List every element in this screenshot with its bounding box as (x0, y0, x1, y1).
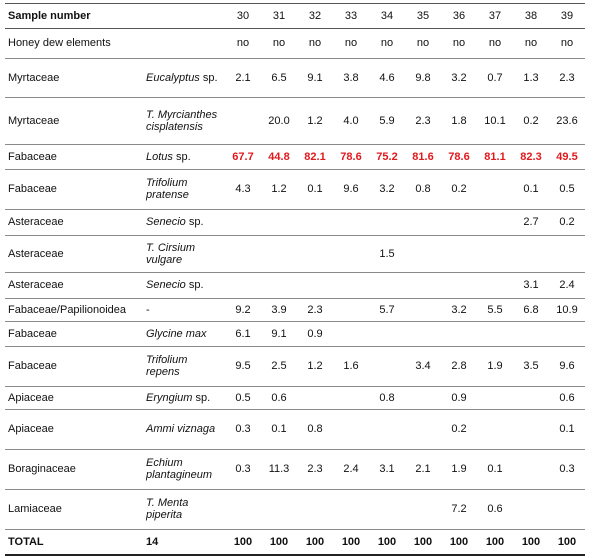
species-cell (143, 489, 225, 529)
value-cell: 1.2 (297, 97, 333, 144)
value-cell (477, 272, 513, 298)
value-cell (261, 489, 297, 529)
value-cell: 3.1 (369, 449, 405, 489)
honeydew-cell: no (477, 28, 513, 58)
value-cell: 2.4 (549, 272, 585, 298)
value-cell: 0.1 (261, 409, 297, 449)
value-cell: 0.1 (549, 409, 585, 449)
value-cell (225, 489, 261, 529)
family-cell: Lamiaceae (5, 489, 143, 529)
value-cell: 9.1 (297, 58, 333, 97)
value-cell (405, 298, 441, 321)
value-cell: 1.3 (513, 58, 549, 97)
total-cell: 100 (549, 529, 585, 555)
value-cell (405, 386, 441, 409)
family-cell: Myrtaceae (5, 58, 143, 97)
family-cell: Fabaceae/Papilionoidea (5, 298, 143, 321)
species-suffix: - (146, 303, 150, 316)
column-header: 30 (225, 4, 261, 28)
total-cell: 100 (297, 529, 333, 555)
family-cell: Apiaceae (5, 386, 143, 409)
value-cell: 5.5 (477, 298, 513, 321)
column-header: 34 (369, 4, 405, 28)
species-name: T. Myrcianthes cisplatensis (146, 108, 218, 133)
value-cell: 23.6 (549, 97, 585, 144)
species-cell (143, 386, 225, 409)
value-cell: 0.3 (225, 449, 261, 489)
family-cell: Asteraceae (5, 235, 143, 272)
value-cell: 9.8 (405, 58, 441, 97)
value-cell: 3.2 (441, 58, 477, 97)
value-cell: 1.9 (441, 449, 477, 489)
value-cell: 2.1 (225, 58, 261, 97)
species-suffix: sp. (188, 216, 204, 228)
species-row (5, 97, 585, 144)
value-cell: 0.6 (261, 386, 297, 409)
value-cell: 5.9 (369, 97, 405, 144)
header-label: Sample number (5, 4, 225, 28)
column-header: 37 (477, 4, 513, 28)
total-count: 14 (143, 529, 225, 555)
value-cell (369, 209, 405, 235)
value-cell (405, 489, 441, 529)
family-cell: Fabaceae (5, 169, 143, 209)
value-cell: 1.6 (333, 346, 369, 386)
value-cell: 0.8 (405, 169, 441, 209)
species-row (5, 272, 585, 298)
honeydew-cell: no (405, 28, 441, 58)
species-cell (143, 97, 225, 144)
honeydew-cell: no (333, 28, 369, 58)
species-name: Ammi viznaga (146, 423, 216, 435)
species-name: T. Menta piperita (146, 497, 189, 521)
value-cell: 6.8 (513, 298, 549, 321)
species-row (5, 209, 585, 235)
species-row (5, 298, 585, 321)
value-cell: 82.1 (297, 144, 333, 169)
value-cell: 2.3 (405, 97, 441, 144)
species-name: Senecio (146, 216, 186, 228)
value-cell (513, 409, 549, 449)
value-cell: 82.3 (513, 144, 549, 169)
total-cell: 100 (225, 529, 261, 555)
species-cell (143, 449, 225, 489)
family-cell: Asteraceae (5, 209, 143, 235)
pollen-table (5, 4, 585, 556)
family-cell: Fabaceae (5, 321, 143, 346)
value-cell: 44.8 (261, 144, 297, 169)
species-suffix: sp. (202, 71, 218, 84)
family-cell: Boraginaceae (5, 449, 143, 489)
column-header: 38 (513, 4, 549, 28)
value-cell: 1.9 (477, 346, 513, 386)
value-cell: 0.1 (477, 449, 513, 489)
value-cell (297, 386, 333, 409)
species-suffix: sp. (195, 391, 211, 404)
family-cell: Asteraceae (5, 272, 143, 298)
value-cell (297, 489, 333, 529)
species-cell (143, 144, 225, 169)
value-cell (477, 386, 513, 409)
value-cell (369, 409, 405, 449)
value-cell: 0.9 (441, 386, 477, 409)
species-name: Echium plantagineum (146, 457, 213, 481)
value-cell: 0.8 (297, 409, 333, 449)
family-cell: Fabaceae (5, 346, 143, 386)
value-cell: 9.6 (333, 169, 369, 209)
value-cell: 2.3 (549, 58, 585, 97)
value-cell: 78.6 (441, 144, 477, 169)
species-cell (143, 209, 225, 235)
total-label: TOTAL (5, 529, 143, 555)
honeydew-label: Honey dew elements (5, 28, 225, 58)
value-cell: 4.6 (369, 58, 405, 97)
value-cell (513, 321, 549, 346)
value-cell: 0.6 (549, 386, 585, 409)
species-name: T. Cirsium vulgare (146, 241, 196, 266)
value-cell: 0.2 (549, 209, 585, 235)
species-name: Eucalyptus (146, 71, 200, 84)
value-cell (333, 298, 369, 321)
total-cell: 100 (513, 529, 549, 555)
column-header: 35 (405, 4, 441, 28)
value-cell: 75.2 (369, 144, 405, 169)
value-cell: 9.6 (549, 346, 585, 386)
value-cell: 2.1 (405, 449, 441, 489)
value-cell: 81.6 (405, 144, 441, 169)
value-cell: 20.0 (261, 97, 297, 144)
column-header: 31 (261, 4, 297, 28)
value-cell: 3.2 (369, 169, 405, 209)
species-cell (143, 169, 225, 209)
value-cell: 6.5 (261, 58, 297, 97)
value-cell: 1.2 (261, 169, 297, 209)
value-cell: 0.3 (225, 409, 261, 449)
value-cell: 0.9 (297, 321, 333, 346)
value-cell: 81.1 (477, 144, 513, 169)
value-cell (477, 409, 513, 449)
value-cell (225, 209, 261, 235)
species-cell (143, 346, 225, 386)
value-cell: 0.5 (549, 169, 585, 209)
total-cell: 100 (405, 529, 441, 555)
value-cell: 2.3 (297, 449, 333, 489)
value-cell: 5.7 (369, 298, 405, 321)
species-cell (143, 272, 225, 298)
species-name: Lotus (146, 150, 173, 163)
value-cell: 9.5 (225, 346, 261, 386)
species-row (5, 235, 585, 272)
honeydew-cell: no (549, 28, 585, 58)
value-cell (333, 321, 369, 346)
value-cell (369, 272, 405, 298)
value-cell (513, 489, 549, 529)
value-cell (333, 209, 369, 235)
species-name: Eryngium (146, 391, 193, 404)
species-row (5, 321, 585, 346)
value-cell: 3.1 (513, 272, 549, 298)
value-cell: 2.4 (333, 449, 369, 489)
value-cell: 2.3 (297, 298, 333, 321)
species-name: Senecio (146, 279, 186, 291)
honeydew-cell: no (513, 28, 549, 58)
species-cell (143, 58, 225, 97)
value-cell: 0.1 (513, 169, 549, 209)
value-cell (297, 235, 333, 272)
species-name: Trifolium repens (146, 354, 188, 378)
value-cell (261, 272, 297, 298)
value-cell: 49.5 (549, 144, 585, 169)
value-cell (405, 409, 441, 449)
value-cell (333, 489, 369, 529)
value-cell: 3.9 (261, 298, 297, 321)
column-header: 32 (297, 4, 333, 28)
column-header: 36 (441, 4, 477, 28)
value-cell (549, 321, 585, 346)
species-row (5, 58, 585, 97)
total-cell: 100 (477, 529, 513, 555)
value-cell: 0.2 (513, 97, 549, 144)
value-cell: 0.8 (369, 386, 405, 409)
family-cell: Myrtaceae (5, 97, 143, 144)
value-cell (405, 321, 441, 346)
value-cell: 0.6 (477, 489, 513, 529)
value-cell: 7.2 (441, 489, 477, 529)
species-name: Trifolium pratense (146, 177, 189, 201)
value-cell (333, 272, 369, 298)
value-cell: 2.8 (441, 346, 477, 386)
value-cell (297, 272, 333, 298)
value-cell (441, 235, 477, 272)
value-cell (477, 235, 513, 272)
value-cell (477, 321, 513, 346)
value-cell (405, 272, 441, 298)
value-cell (513, 449, 549, 489)
value-cell: 0.1 (297, 169, 333, 209)
species-row (5, 386, 585, 409)
table-body (5, 4, 585, 555)
value-cell: 9.1 (261, 321, 297, 346)
honeydew-cell: no (369, 28, 405, 58)
total-cell: 100 (441, 529, 477, 555)
value-cell (261, 235, 297, 272)
species-row (5, 346, 585, 386)
value-cell (225, 235, 261, 272)
species-suffix: sp. (175, 150, 191, 163)
honeydew-cell: no (261, 28, 297, 58)
column-header: 39 (549, 4, 585, 28)
species-row (5, 144, 585, 169)
value-cell: 4.0 (333, 97, 369, 144)
value-cell (549, 489, 585, 529)
value-cell: 6.1 (225, 321, 261, 346)
value-cell (405, 235, 441, 272)
species-suffix: sp. (188, 279, 204, 291)
species-cell (143, 298, 225, 321)
value-cell (477, 169, 513, 209)
total-cell: 100 (333, 529, 369, 555)
value-cell (225, 272, 261, 298)
honeydew-row (5, 28, 585, 58)
value-cell (441, 321, 477, 346)
value-cell (441, 272, 477, 298)
header-row (5, 4, 585, 28)
species-row (5, 489, 585, 529)
value-cell: 10.1 (477, 97, 513, 144)
value-cell (405, 209, 441, 235)
value-cell: 11.3 (261, 449, 297, 489)
value-cell: 0.7 (477, 58, 513, 97)
value-cell (261, 209, 297, 235)
species-cell (143, 409, 225, 449)
value-cell (441, 209, 477, 235)
value-cell: 67.7 (225, 144, 261, 169)
species-row (5, 169, 585, 209)
value-cell (369, 489, 405, 529)
value-cell: 10.9 (549, 298, 585, 321)
value-cell: 78.6 (333, 144, 369, 169)
value-cell (225, 97, 261, 144)
value-cell: 9.2 (225, 298, 261, 321)
value-cell: 2.5 (261, 346, 297, 386)
value-cell: 1.2 (297, 346, 333, 386)
value-cell (369, 321, 405, 346)
value-cell: 2.7 (513, 209, 549, 235)
value-cell (333, 386, 369, 409)
value-cell (333, 235, 369, 272)
value-cell: 1.8 (441, 97, 477, 144)
value-cell: 3.8 (333, 58, 369, 97)
value-cell (477, 209, 513, 235)
value-cell (369, 346, 405, 386)
value-cell (513, 386, 549, 409)
column-header: 33 (333, 4, 369, 28)
value-cell: 0.2 (441, 409, 477, 449)
value-cell (333, 409, 369, 449)
value-cell (297, 209, 333, 235)
value-cell: 4.3 (225, 169, 261, 209)
value-cell: 3.5 (513, 346, 549, 386)
total-cell: 100 (261, 529, 297, 555)
total-row (5, 529, 585, 555)
value-cell: 0.5 (225, 386, 261, 409)
species-cell (143, 235, 225, 272)
species-row (5, 449, 585, 489)
value-cell (513, 235, 549, 272)
value-cell: 3.4 (405, 346, 441, 386)
family-cell: Apiaceae (5, 409, 143, 449)
value-cell: 0.3 (549, 449, 585, 489)
species-row (5, 409, 585, 449)
honeydew-cell: no (225, 28, 261, 58)
species-name: Glycine max (146, 327, 207, 340)
value-cell: 3.2 (441, 298, 477, 321)
honeydew-cell: no (441, 28, 477, 58)
value-cell: 1.5 (369, 235, 405, 272)
value-cell: 0.2 (441, 169, 477, 209)
family-cell: Fabaceae (5, 144, 143, 169)
honeydew-cell: no (297, 28, 333, 58)
species-cell (143, 321, 225, 346)
total-cell: 100 (369, 529, 405, 555)
value-cell (549, 235, 585, 272)
